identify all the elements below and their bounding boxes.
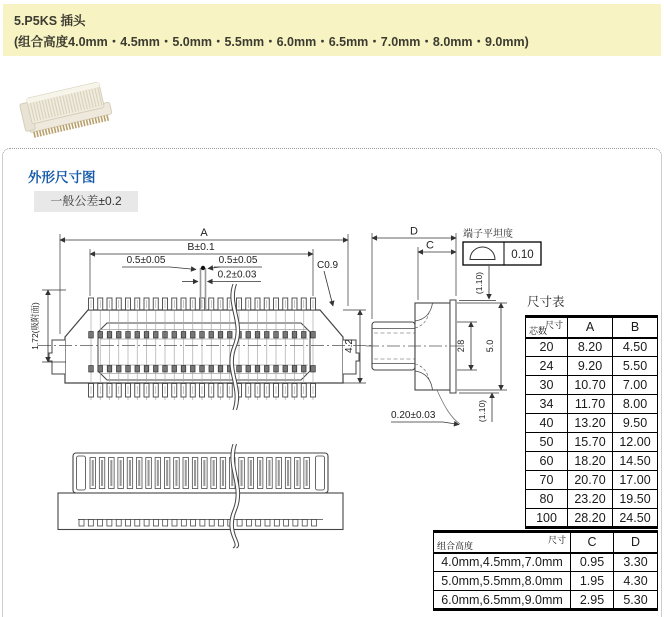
page-title: 5.P5KS 插头 bbox=[14, 14, 86, 28]
cell-n: 50 bbox=[526, 433, 568, 452]
corner-bottom-label: 组合高度 bbox=[437, 540, 474, 551]
bottom-pins bbox=[89, 384, 316, 398]
dim-label-28: 2.8 bbox=[456, 339, 466, 353]
product-image bbox=[10, 78, 122, 142]
size-table-title: 尺寸表 bbox=[527, 295, 565, 309]
cell-b: 9.50 bbox=[613, 414, 658, 433]
table-row bbox=[526, 357, 658, 376]
cell-a: 11.70 bbox=[568, 395, 613, 414]
dim-label-half-right: 0.5±0.05 bbox=[218, 255, 258, 266]
cell-a: 18.20 bbox=[568, 452, 613, 471]
cell-b: 19.50 bbox=[613, 490, 658, 509]
cell-a: 20.70 bbox=[568, 471, 613, 490]
dim-label-half-left: 0.5±0.05 bbox=[126, 255, 166, 266]
col-header-a: A bbox=[568, 317, 613, 338]
flatness-label: 端子平坦度 bbox=[463, 229, 513, 240]
cell-b: 24.50 bbox=[613, 509, 658, 528]
cell-c: 1.95 bbox=[571, 572, 614, 591]
bottom-view bbox=[58, 444, 343, 548]
cell-label: 5.0mm,5.5mm,8.0mm bbox=[434, 572, 571, 591]
table-row bbox=[526, 509, 658, 528]
table-row bbox=[526, 338, 658, 357]
front-view bbox=[30, 227, 375, 410]
dim-label-a: A bbox=[200, 227, 208, 239]
height-table bbox=[433, 530, 658, 611]
dim-label-chamfer: C0.9 bbox=[317, 260, 339, 271]
table-row bbox=[526, 376, 658, 395]
cell-a: 28.20 bbox=[568, 509, 613, 528]
dim-label-110-top: (1.10) bbox=[474, 271, 484, 295]
cell-n: 30 bbox=[526, 376, 568, 395]
cell-label: 4.0mm,4.5mm,7.0mm bbox=[434, 553, 571, 572]
cell-n: 40 bbox=[526, 414, 568, 433]
cell-a: 9.20 bbox=[568, 357, 613, 376]
cell-a: 15.70 bbox=[568, 433, 613, 452]
table-row bbox=[434, 591, 658, 610]
cell-n: 80 bbox=[526, 490, 568, 509]
cell-label: 6.0mm,6.5mm,9.0mm bbox=[434, 591, 571, 610]
connector-photo bbox=[19, 81, 114, 140]
cell-b: 7.00 bbox=[613, 376, 658, 395]
corner-cell bbox=[434, 532, 571, 553]
size-table-header bbox=[526, 317, 658, 338]
dim-label-height: 4.2 bbox=[344, 339, 355, 353]
corner-cell bbox=[526, 317, 568, 338]
side-view bbox=[366, 226, 541, 425]
cell-n: 70 bbox=[526, 471, 568, 490]
table-row bbox=[526, 490, 658, 509]
table-row bbox=[526, 471, 658, 490]
dim-label-gap: 0.2±0.03 bbox=[217, 269, 257, 281]
dim-label-b: B±0.1 bbox=[187, 241, 215, 253]
cell-a: 23.20 bbox=[568, 490, 613, 509]
cell-n: 60 bbox=[526, 452, 568, 471]
cell-n: 24 bbox=[526, 357, 568, 376]
dim-label-50: 5.0 bbox=[485, 339, 495, 353]
tolerance-note: 一般公差±0.2 bbox=[34, 191, 138, 212]
cell-a: 13.20 bbox=[568, 414, 613, 433]
page-subtitle: (组合高度4.0mm・4.5mm・5.0mm・5.5mm・6.0mm・6.5mm・7.0mm・8.0mm・9.0mm) bbox=[14, 35, 529, 49]
cell-b: 4.50 bbox=[613, 338, 658, 357]
top-pins bbox=[89, 298, 316, 310]
cell-n: 34 bbox=[526, 395, 568, 414]
page-header bbox=[3, 4, 661, 56]
cell-b: 14.50 bbox=[613, 452, 658, 471]
table-row bbox=[526, 395, 658, 414]
table-row bbox=[434, 553, 658, 572]
cell-b: 5.50 bbox=[613, 357, 658, 376]
cell-d: 5.30 bbox=[614, 591, 658, 610]
section-heading: 外形尺寸图 bbox=[28, 170, 96, 185]
cell-a: 8.20 bbox=[568, 338, 613, 357]
table-row bbox=[434, 572, 658, 591]
cell-a: 10.70 bbox=[568, 376, 613, 395]
corner-top-label: 尺寸 bbox=[544, 320, 563, 330]
size-table bbox=[525, 315, 658, 529]
table-row bbox=[526, 433, 658, 452]
dim-label-suction: 1.72(吸附面) bbox=[30, 302, 40, 350]
table-row bbox=[526, 414, 658, 433]
cell-d: 3.30 bbox=[614, 553, 658, 572]
table-row bbox=[526, 452, 658, 471]
corner-top-label: 尺寸 bbox=[547, 535, 566, 545]
cell-d: 4.30 bbox=[614, 572, 658, 591]
dim-label-110-bottom: (1.10) bbox=[477, 399, 487, 423]
flatness-value: 0.10 bbox=[511, 249, 534, 261]
col-header-d: D bbox=[614, 532, 658, 553]
col-header-c: C bbox=[571, 532, 614, 553]
cell-c: 0.95 bbox=[571, 553, 614, 572]
dim-label-foot: 0.20±0.03 bbox=[391, 410, 436, 421]
cell-n: 20 bbox=[526, 338, 568, 357]
dim-label-d: D bbox=[410, 225, 418, 238]
cell-c: 2.95 bbox=[571, 591, 614, 610]
cell-b: 17.00 bbox=[613, 471, 658, 490]
dim-label-c: C bbox=[426, 239, 434, 252]
cell-n: 100 bbox=[526, 509, 568, 528]
col-header-b: B bbox=[613, 317, 658, 338]
cell-b: 12.00 bbox=[613, 433, 658, 452]
height-table-header bbox=[434, 532, 658, 553]
corner-bottom-label: 芯数 bbox=[529, 325, 548, 336]
cell-b: 8.00 bbox=[613, 395, 658, 414]
